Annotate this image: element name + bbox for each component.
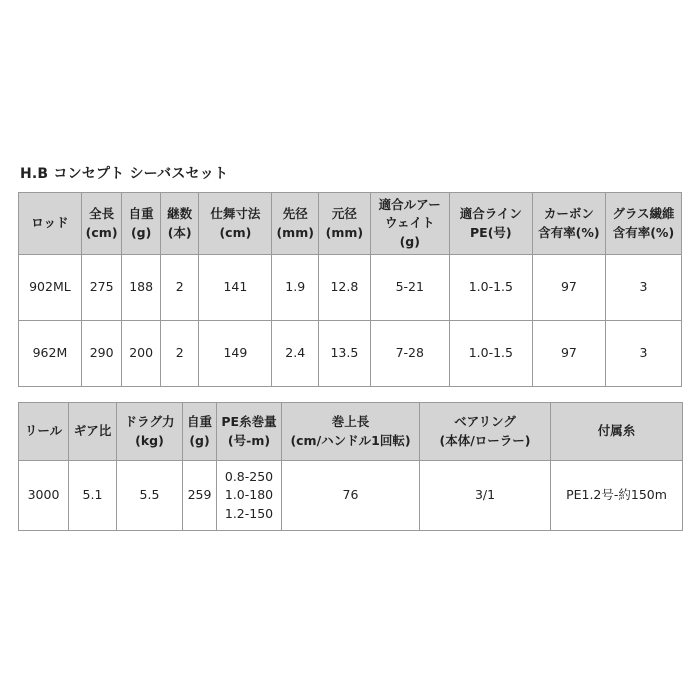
cell-line: (本) — [167, 224, 192, 240]
rod-cell: 141 — [199, 255, 272, 321]
cell-line: PE(号) — [470, 224, 512, 240]
reel-header-row — [19, 403, 683, 461]
rod-cell: 97 — [532, 321, 605, 387]
rod-header-cell — [370, 193, 449, 255]
cell-line: (g) — [189, 432, 210, 448]
rod-cell: 3 — [605, 321, 681, 387]
reel-cell: 3/1 — [420, 461, 551, 531]
cell-line: 自重 — [186, 414, 212, 430]
cell-line: ドラグ力 — [124, 414, 175, 430]
reel-cell: 5.1 — [69, 461, 117, 531]
rod-cell: 12.8 — [319, 255, 371, 321]
rod-header-cell — [19, 193, 82, 255]
cell-line: リール — [24, 423, 63, 439]
cell-line: 含有率(%) — [538, 224, 600, 240]
cell-line: グラス繊維 — [612, 206, 675, 222]
rod-cell: 962M — [19, 321, 82, 387]
rod-header-cell — [199, 193, 272, 255]
rod-header-cell — [81, 193, 122, 255]
rod-header-cell — [605, 193, 681, 255]
cell-line: 継数 — [167, 206, 193, 222]
reel-cell — [217, 461, 282, 531]
cell-line: ギア比 — [73, 423, 112, 439]
rod-cell: 97 — [532, 255, 605, 321]
rod-cell: 275 — [81, 255, 122, 321]
rod-cell: 2 — [160, 255, 199, 321]
cell-line: (mm) — [276, 224, 314, 240]
cell-line: (g) — [130, 224, 152, 240]
cell-line: (cm/ハンドル1回転) — [290, 432, 411, 448]
rod-cell: 188 — [122, 255, 161, 321]
cell-line: 適合ルアー — [378, 197, 441, 213]
rod-cell: 2 — [160, 321, 199, 387]
cell-line: 全長 — [89, 206, 115, 222]
cell-line: 自重 — [128, 206, 154, 222]
reel-header-cell — [217, 403, 282, 461]
rod-cell: 149 — [199, 321, 272, 387]
reel-cell: 3000 — [19, 461, 69, 531]
rod-cell: 200 — [122, 321, 161, 387]
rod-cell: 902ML — [19, 255, 82, 321]
cell-line: (号-m) — [227, 432, 271, 448]
reel-cell: 259 — [183, 461, 217, 531]
reel-header-cell — [117, 403, 183, 461]
rod-cell: 5-21 — [370, 255, 449, 321]
cell-line: 0.8-250 — [224, 469, 274, 485]
rod-header-cell — [532, 193, 605, 255]
cell-line: 含有率(%) — [612, 224, 675, 240]
cell-line: 元径 — [331, 206, 357, 222]
rod-header-cell — [449, 193, 532, 255]
cell-line: ロッド — [31, 215, 69, 231]
rod-cell: 1.9 — [272, 255, 319, 321]
reel-header-cell — [19, 403, 69, 461]
cell-line: カーボン — [543, 206, 594, 222]
cell-line: 1.2-150 — [224, 505, 274, 521]
cell-line: ウェイト — [384, 215, 435, 231]
rod-cell: 1.0-1.5 — [449, 321, 532, 387]
cell-line: ベアリング — [454, 414, 516, 430]
rod-cell: 7-28 — [370, 321, 449, 387]
table-row — [19, 461, 683, 531]
rod-header-cell — [272, 193, 319, 255]
table-row — [19, 321, 682, 387]
page-title: H.B コンセプト シーバスセット — [20, 166, 229, 182]
reel-header-cell — [551, 403, 683, 461]
rod-header-cell — [160, 193, 199, 255]
rod-header-cell — [319, 193, 371, 255]
cell-line: (g) — [399, 233, 420, 249]
reel-cell: 5.5 — [117, 461, 183, 531]
cell-line: 先径 — [282, 206, 308, 222]
cell-line: (kg) — [135, 432, 164, 448]
cell-line: (本体/ローラー) — [439, 432, 531, 448]
rod-cell: 3 — [605, 255, 681, 321]
reel-header-cell — [183, 403, 217, 461]
cell-line: (cm) — [219, 224, 252, 240]
rod-spec-table — [18, 192, 682, 387]
cell-line: 付属糸 — [597, 423, 636, 439]
reel-header-cell — [69, 403, 117, 461]
cell-line: 適合ライン — [459, 206, 522, 222]
reel-cell: 76 — [282, 461, 420, 531]
rod-header-cell — [122, 193, 161, 255]
cell-line: (cm) — [85, 224, 118, 240]
rod-cell: 13.5 — [319, 321, 371, 387]
rod-cell: 2.4 — [272, 321, 319, 387]
cell-line: (mm) — [325, 224, 364, 240]
cell-line: 巻上長 — [331, 414, 370, 430]
cell-line: 仕舞寸法 — [210, 206, 261, 222]
table-row — [19, 255, 682, 321]
reel-header-cell — [282, 403, 420, 461]
reel-header-cell — [420, 403, 551, 461]
reel-cell: PE1.2号-約150m — [551, 461, 683, 531]
rod-cell: 290 — [81, 321, 122, 387]
rod-header-row — [19, 193, 682, 255]
reel-spec-table — [18, 402, 683, 531]
cell-line: PE糸巻量 — [221, 414, 277, 430]
cell-line: 1.0-180 — [224, 487, 274, 503]
rod-cell: 1.0-1.5 — [449, 255, 532, 321]
